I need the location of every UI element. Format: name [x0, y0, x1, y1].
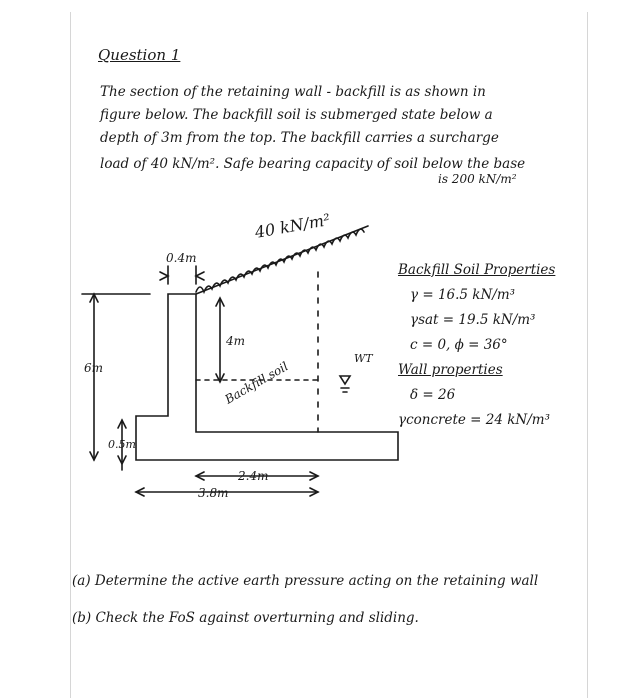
question-line-3: depth of 3m from the top. The backfill carries a surcharge — [100, 130, 499, 146]
soil-properties — [398, 262, 555, 437]
water-table-symbol — [340, 376, 350, 392]
gamma-concrete-value: γconcrete = 24 kN/m³ — [398, 412, 550, 428]
wall-properties-title: Wall properties — [398, 362, 503, 378]
gamma-value: γ = 16.5 kN/m³ — [410, 287, 516, 303]
question-heading: Question 1 — [98, 46, 181, 64]
question-line-1: The section of the retaining wall - backfill is as shown in — [100, 84, 486, 100]
c-phi-value: c = 0, ϕ = 36° — [410, 337, 508, 353]
total-height-label: 6m — [84, 361, 104, 375]
task-a: (a) Determine the active earth pressure acting on the retaining wall — [72, 573, 539, 589]
height-4m-label: 4m — [226, 334, 246, 348]
question-line-2: figure below. The backfill soil is submerged state below a — [100, 107, 493, 123]
dim-04m — [168, 266, 196, 284]
delta-value: δ = 26 — [410, 387, 456, 403]
base-thickness-label: 0.5m — [108, 438, 136, 451]
top-width-label: 0.4m — [166, 251, 197, 265]
gamma-sat-value: γsat = 19.5 kN/m³ — [410, 312, 536, 328]
surcharge-label: 40 kN/m² — [253, 210, 332, 242]
properties-title: Backfill Soil Properties — [398, 262, 556, 278]
task-b: (b) Check the FoS against overturning and sliding. — [72, 610, 419, 626]
question-line-4: load of 40 kN/m². Safe bearing capacity of soil below the base — [100, 156, 526, 172]
heel-label: 2.4m — [238, 469, 269, 483]
water-table-label: WT — [354, 352, 373, 365]
question-line-tail: is 200 kN/m² — [438, 172, 517, 186]
backfill-label: Backfill soil — [222, 359, 291, 407]
base-width-label: 3.8m — [198, 486, 229, 500]
